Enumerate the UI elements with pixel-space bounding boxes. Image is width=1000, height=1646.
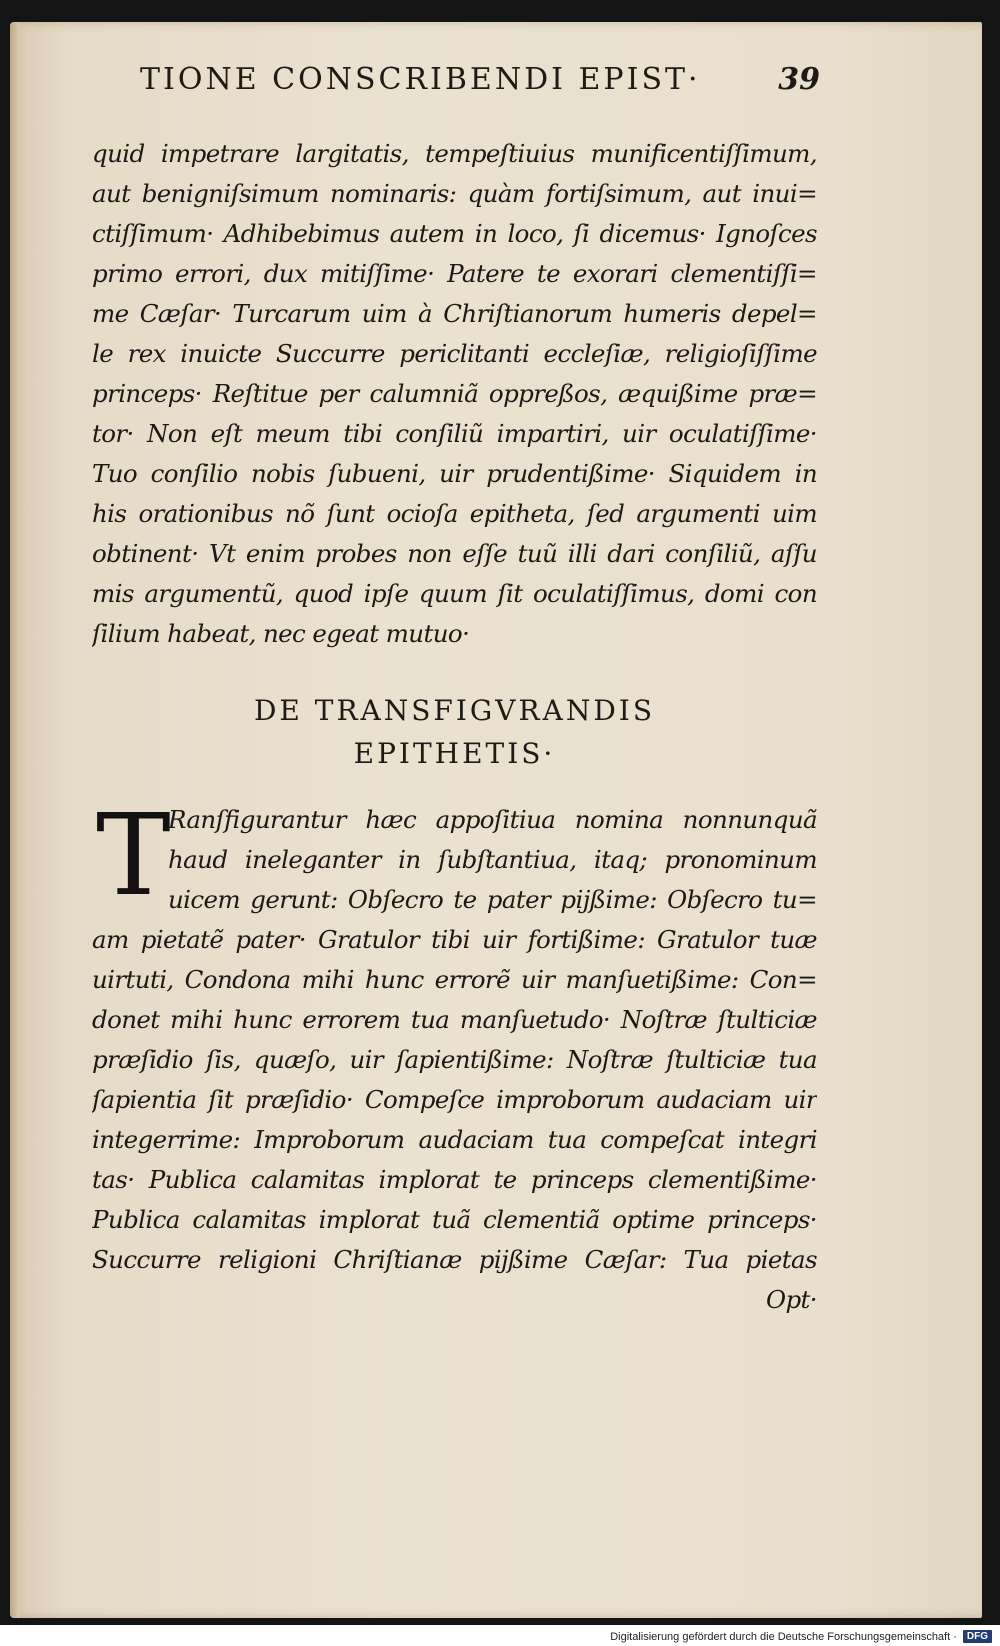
text-line: quid impetrare largitatis, tempeſtiuius munificentiſſimum, — [92, 139, 817, 168]
drop-cap-initial: T — [96, 791, 171, 921]
text-line: princeps· Reſtitue per calumniã oppreßos, æquißime præ= — [92, 379, 817, 408]
section-heading-line-1: DE TRANSFIGVRANDIS — [253, 694, 656, 727]
text-line: ſapientia ſit præſidio· Compeſce improborum audaciam uir — [92, 1085, 817, 1114]
paragraph-2-indented — [168, 800, 817, 920]
text-line: Tuo conſilio nobis ſubueni, uir prudentißime· Siquidem in — [92, 459, 817, 488]
dfg-logo: DFG — [963, 1630, 992, 1643]
text-line: donet mihi hunc errorem tua manſuetudo· Noſtræ ſtulticiæ — [92, 1005, 817, 1034]
running-title: TIONE CONSCRIBENDI EPIST· — [140, 62, 701, 97]
text-line: tas· Publica calamitas implorat te princeps clementißime· — [92, 1165, 817, 1194]
section-heading-line-2: EPITHETIS· — [353, 737, 556, 770]
paragraph-1 — [92, 134, 817, 654]
text-line: præſidio ſis, quæſo, uir ſapientißime: Noſtræ ſtulticiæ tua — [92, 1045, 817, 1074]
text-line: mis argumentũ, quod ipſe quum ſit oculatiſſimus, domi con — [92, 579, 817, 608]
text-line: am pietatẽ pater· Gratulor tibi uir fortißime: Gratulor tuæ — [92, 925, 817, 954]
page-number: 39 — [778, 62, 820, 97]
text-line: tor· Non eſt meum tibi conſiliũ impartiri, uir oculatiſſime· — [92, 419, 817, 448]
text-line: uirtuti, Condona mihi hunc errorẽ uir manſuetißime: Con= — [92, 965, 817, 994]
paragraph-2 — [92, 920, 817, 1320]
page-gutter-edge — [10, 22, 20, 1618]
text-line: ſilium habeat, nec egeat mutuo· — [92, 619, 470, 648]
text-line: Publica calamitas implorat tuã clementiã optime princeps· — [92, 1205, 817, 1234]
digitization-footer — [0, 1627, 1000, 1646]
text-line: aut benigniſsimum nominaris: quàm fortiſsimum, aut inui= — [92, 179, 817, 208]
text-line: le rex inuicte Succurre periclitanti eccleſiæ, religioſiſſime — [92, 339, 817, 368]
catchword: Opt· — [765, 1285, 817, 1314]
text-line: obtinent· Vt enim probes non eſſe tuũ illi dari conſiliũ, aſſu — [92, 539, 817, 568]
funding-credit: Digitalisierung gefördert durch die Deutsche Forschungsgemeinschaft · — [610, 1630, 957, 1643]
text-line: integerrime: Improborum audaciam tua compeſcat integri — [92, 1125, 817, 1154]
text-line: primo errori, dux mitiſſime· Patere te exorari clementiſſi= — [92, 259, 817, 288]
text-line: ctiſſimum· Adhibebimus autem in loco, ſi dicemus· Ignoſces — [92, 219, 817, 248]
text-line: uicem gerunt: Obſecro te pater pijßime: Obſecro tu= — [168, 885, 817, 914]
running-head — [140, 62, 820, 97]
text-line: Ranſfigurantur hæc appoſitiua nomina nonnunquã — [168, 805, 817, 834]
text-line: Succurre religioni Chriſtianæ pijßime Cæſar: Tua pietas — [92, 1245, 817, 1274]
text-line: haud ineleganter in ſubſtantiua, itaq; pronominum — [168, 845, 817, 874]
text-line: his orationibus nõ ſunt ocioſa epitheta, ſed argumenti uim — [92, 499, 817, 528]
text-line: me Cæſar· Turcarum uim à Chriſtianorum humeris depel= — [92, 299, 817, 328]
